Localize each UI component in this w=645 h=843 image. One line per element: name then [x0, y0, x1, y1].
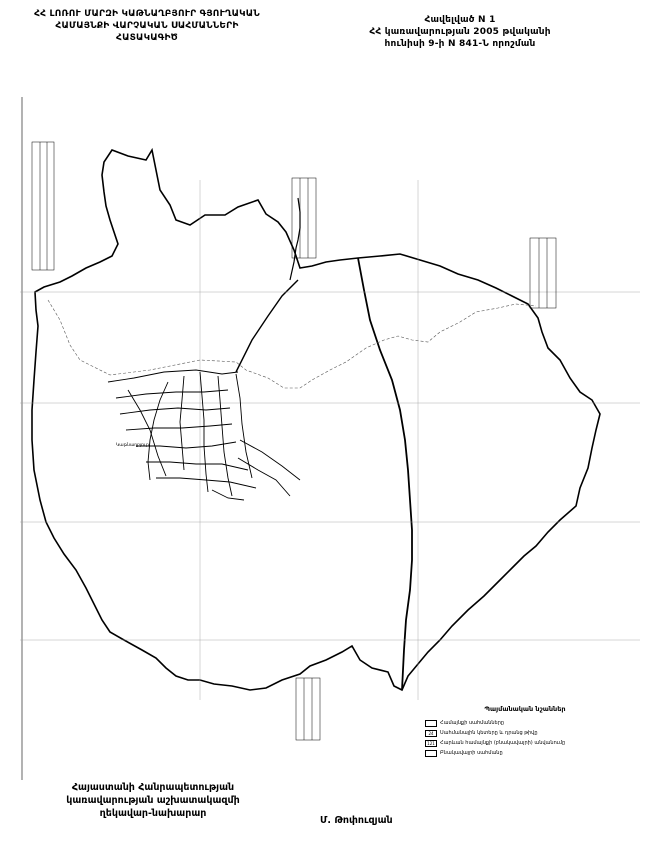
- header-right-line1: Հավելված N 1: [424, 15, 496, 25]
- legend-item: [425, 738, 625, 748]
- legend-title: Պայմանական նշաններ: [484, 705, 566, 713]
- map-legend: [425, 704, 625, 758]
- header-left-line3: ՀԱՏԱԿԱԳԻԾ: [116, 33, 178, 43]
- settlement-road: [236, 280, 298, 372]
- internal-road: [358, 258, 412, 690]
- legend-symbol: 24: [425, 730, 437, 737]
- legend-item: [425, 748, 625, 758]
- legend-symbol: [425, 720, 437, 727]
- legend-item-text: Բնակավայրի սահմանը: [440, 750, 503, 756]
- coordinates-table-top-center: [292, 178, 316, 258]
- footer-left-line3: ղեկավար-նախարար: [99, 808, 207, 819]
- settlement-boundary: [48, 300, 536, 388]
- legend-item: [425, 718, 625, 728]
- footer-signature: Մ. Թոփուզյան: [320, 815, 393, 826]
- header-right-line3: հունիսի 9-ի N 841-Ն որոշման: [384, 39, 536, 49]
- footer-left: [38, 781, 268, 820]
- footer-left-line1: Հայաստանի Հանրապետության: [71, 782, 235, 793]
- legend-symbol: [425, 750, 437, 757]
- coordinates-table-bottom-center: [296, 678, 320, 740]
- header-left-line1: ՀՀ ԼՈՌՈՒ ՄԱՐԶԻ ԿԱԹՆԱՂԲՅՈՒՐ ԳՅՈՒՂԱԿԱՆ: [34, 9, 260, 19]
- coordinates-table-top-left: [32, 142, 54, 270]
- header-right-line2: ՀՀ կառավարության 2005 թվականի: [369, 27, 551, 37]
- settlement-street-network: [108, 370, 300, 500]
- coordinates-table-top-right: [530, 238, 556, 308]
- north-boundary-segment: [290, 198, 300, 280]
- legend-item-text: Հարևան համայնքի (բնակավայրի) անվանումը: [440, 740, 566, 746]
- header-left-line2: ՀԱՄԱՅՆՔԻ ՎԱՐՉԱԿԱՆ ՍԱՀՄԱՆՆԵՐԻ: [55, 21, 239, 31]
- settlement-name-label: Կաթնաղբյուր: [116, 443, 149, 448]
- legend-symbol: 121: [425, 740, 437, 747]
- legend-item-text: Համայնքի սահմանները: [440, 720, 505, 726]
- legend-item: [425, 728, 625, 738]
- footer-left-line2: կառավարության աշխատակազմի: [66, 795, 240, 806]
- legend-item-text: Սահմանային կետերը և դրանց թիվը: [440, 730, 538, 736]
